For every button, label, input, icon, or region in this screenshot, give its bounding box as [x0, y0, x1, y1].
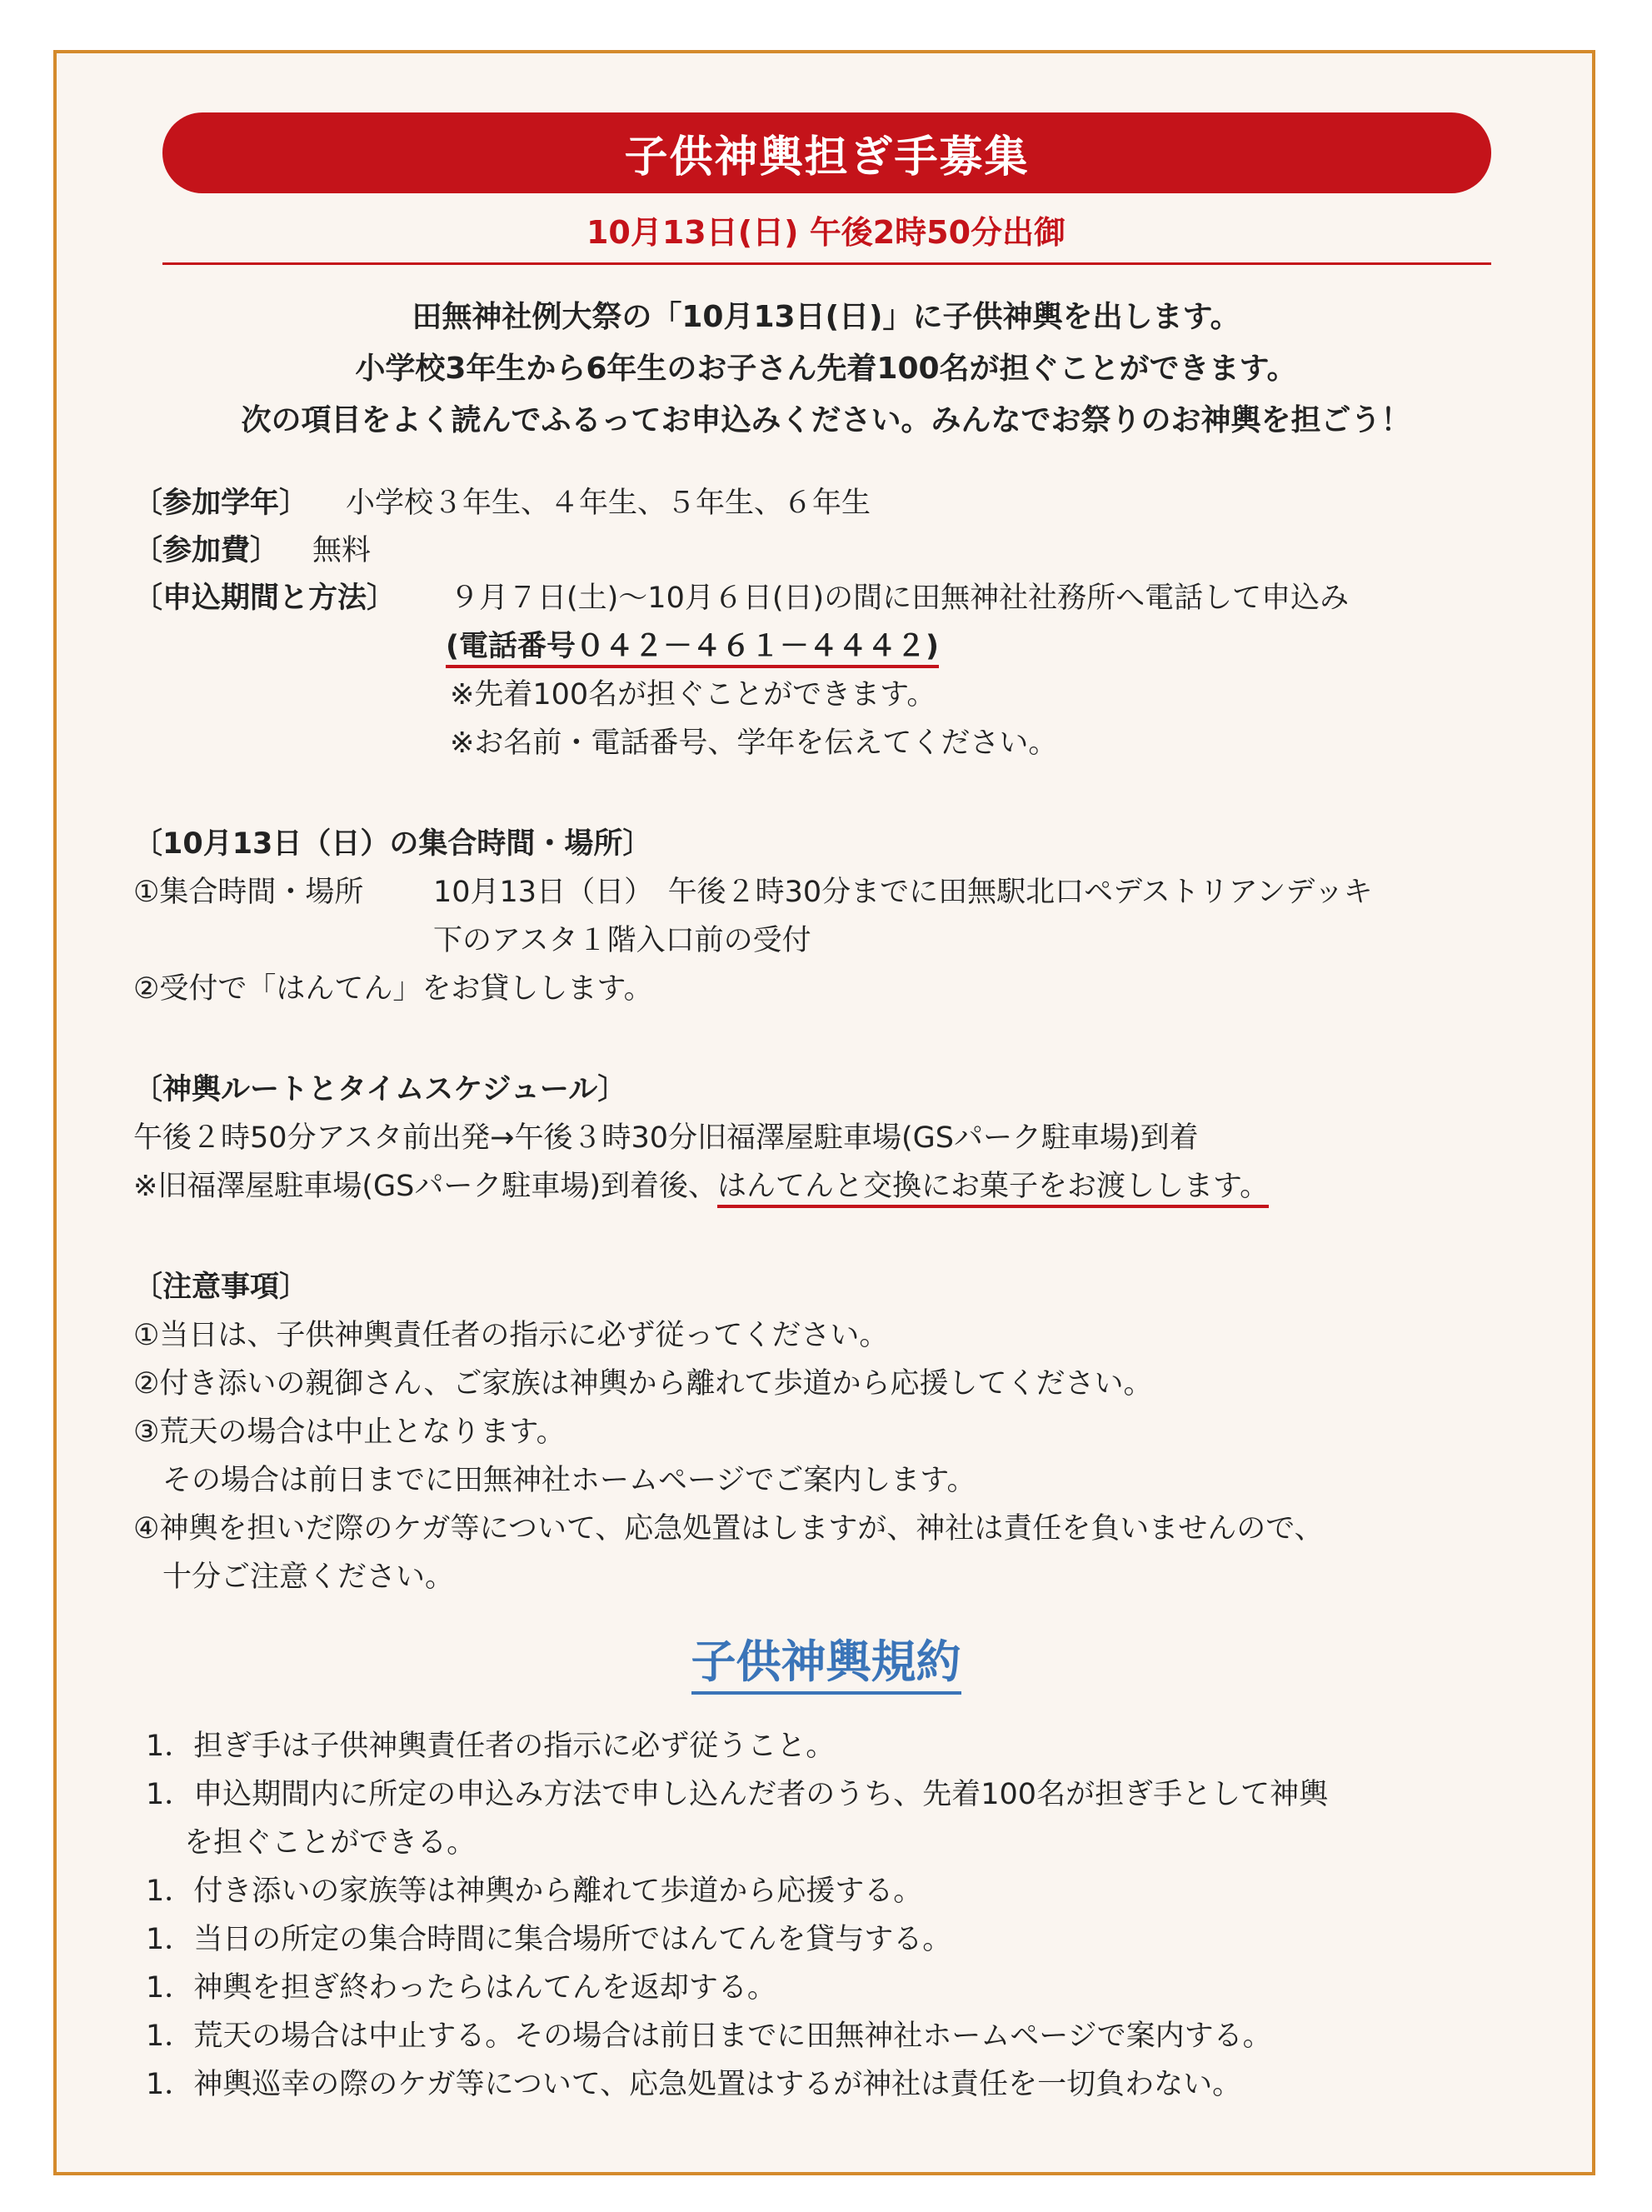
rules-title-text: 子供神輿規約 — [691, 1635, 961, 1695]
apply-value: ９月７日(土)～10月６日(日)の間に田無神社社務所へ電話して申込み — [450, 582, 1350, 615]
grade-label: 〔参加学年〕 — [133, 487, 309, 520]
route-line-2-b: はんてんと交換にお菓子をお渡しします。 — [717, 1170, 1269, 1208]
rule-line: 1．当日の所定の集合時間に集合場所ではんてんを貸与する。 — [146, 1923, 952, 1956]
phone-number: (電話番号０４２－４６１－４４４２) — [446, 630, 939, 668]
assembly-item1-value: 10月13日（日） 午後２時30分までに田無駅北口ペデストリアンデッキ — [433, 876, 1373, 909]
note-line: ③荒天の場合は中止となります。 — [133, 1416, 566, 1449]
date-divider — [162, 262, 1491, 265]
intro-line-3: 次の項目をよく読んでふるってお申込みください。みんなでお祭りのお神輿を担ごう！ — [241, 403, 1411, 437]
route-line-2-a: ※旧福澤屋駐車場(GSパーク駐車場)到着後、 — [133, 1170, 717, 1203]
route-line-1: 午後２時50分アスタ前出発→午後３時30分旧福澤屋駐車場(GSパーク駐車場)到着 — [133, 1121, 1199, 1155]
rule-line: 1．付き添いの家族等は神輿から離れて歩道から応援する。 — [146, 1875, 923, 1908]
note-line: ②付き添いの親御さん、ご家族は神輿から離れて歩道から応援してください。 — [133, 1367, 1153, 1401]
note-line: 十分ご注意ください。 — [133, 1560, 455, 1594]
intro-line-2: 小学校3年生から6年生のお子さん先着100名が担ぐことができます。 — [355, 352, 1297, 386]
fee-value: 無料 — [312, 534, 372, 567]
assembly-item2: ②受付で「はんてん」をお貸しします。 — [133, 972, 653, 1006]
apply-note-1: ※先着100名が担ぐことができます。 — [450, 678, 936, 712]
event-date: 10月13日(日) 午後2時50分出御 — [586, 214, 1066, 251]
rule-line: 1．神輿を担ぎ終わったらはんてんを返却する。 — [146, 1971, 776, 2005]
fee-label: 〔参加費〕 — [133, 534, 280, 567]
rule-line: を担ぐことができる。 — [146, 1826, 477, 1860]
grade-value: 小学校３年生、４年生、５年生、６年生 — [346, 487, 871, 520]
title-banner: 子供神輿担ぎ手募集 — [162, 112, 1491, 193]
rule-line: 1．荒天の場合は中止する。その場合は前日までに田無神社ホームページで案内する。 — [146, 2020, 1272, 2053]
note-line: ④神輿を担いだ際のケガ等について、応急処置はしますが、神社は責任を負いませんので、 — [133, 1512, 1324, 1545]
assembly-item1-cont: 下のアスタ１階入口前の受付 — [433, 924, 811, 957]
assembly-heading: 〔10月13日（日）の集合時間・場所〕 — [133, 827, 652, 861]
rule-line: 1．申込期間内に所定の申込み方法で申し込んだ者のうち、先着100名が担ぎ手として神輿 — [146, 1778, 1329, 1811]
rule-line: 1．担ぎ手は子供神輿責任者の指示に必ず従うこと。 — [146, 1730, 836, 1763]
rule-line: 1．神輿巡幸の際のケガ等について、応急処置はするが神社は責任を一切負わない。 — [146, 2068, 1242, 2101]
notes-heading: 〔注意事項〕 — [133, 1271, 309, 1304]
note-line: その場合は前日までに田無神社ホームページでご案内します。 — [133, 1464, 976, 1497]
apply-note-2: ※お名前・電話番号、学年を伝えてください。 — [450, 727, 1058, 760]
rules-title — [0, 1626, 1652, 1690]
route-heading: 〔神輿ルートとタイムスケジュール〕 — [133, 1073, 627, 1106]
apply-label: 〔申込期間と方法〕 — [133, 582, 397, 615]
assembly-item1-label: ①集合時間・場所 — [133, 876, 364, 909]
intro-line-1: 田無神社例大祭の「10月13日(日)」に子供神輿を出します。 — [412, 300, 1240, 334]
note-line: ①当日は、子供神輿責任者の指示に必ず従ってください。 — [133, 1319, 889, 1352]
route-line-2 — [133, 1163, 1269, 1205]
